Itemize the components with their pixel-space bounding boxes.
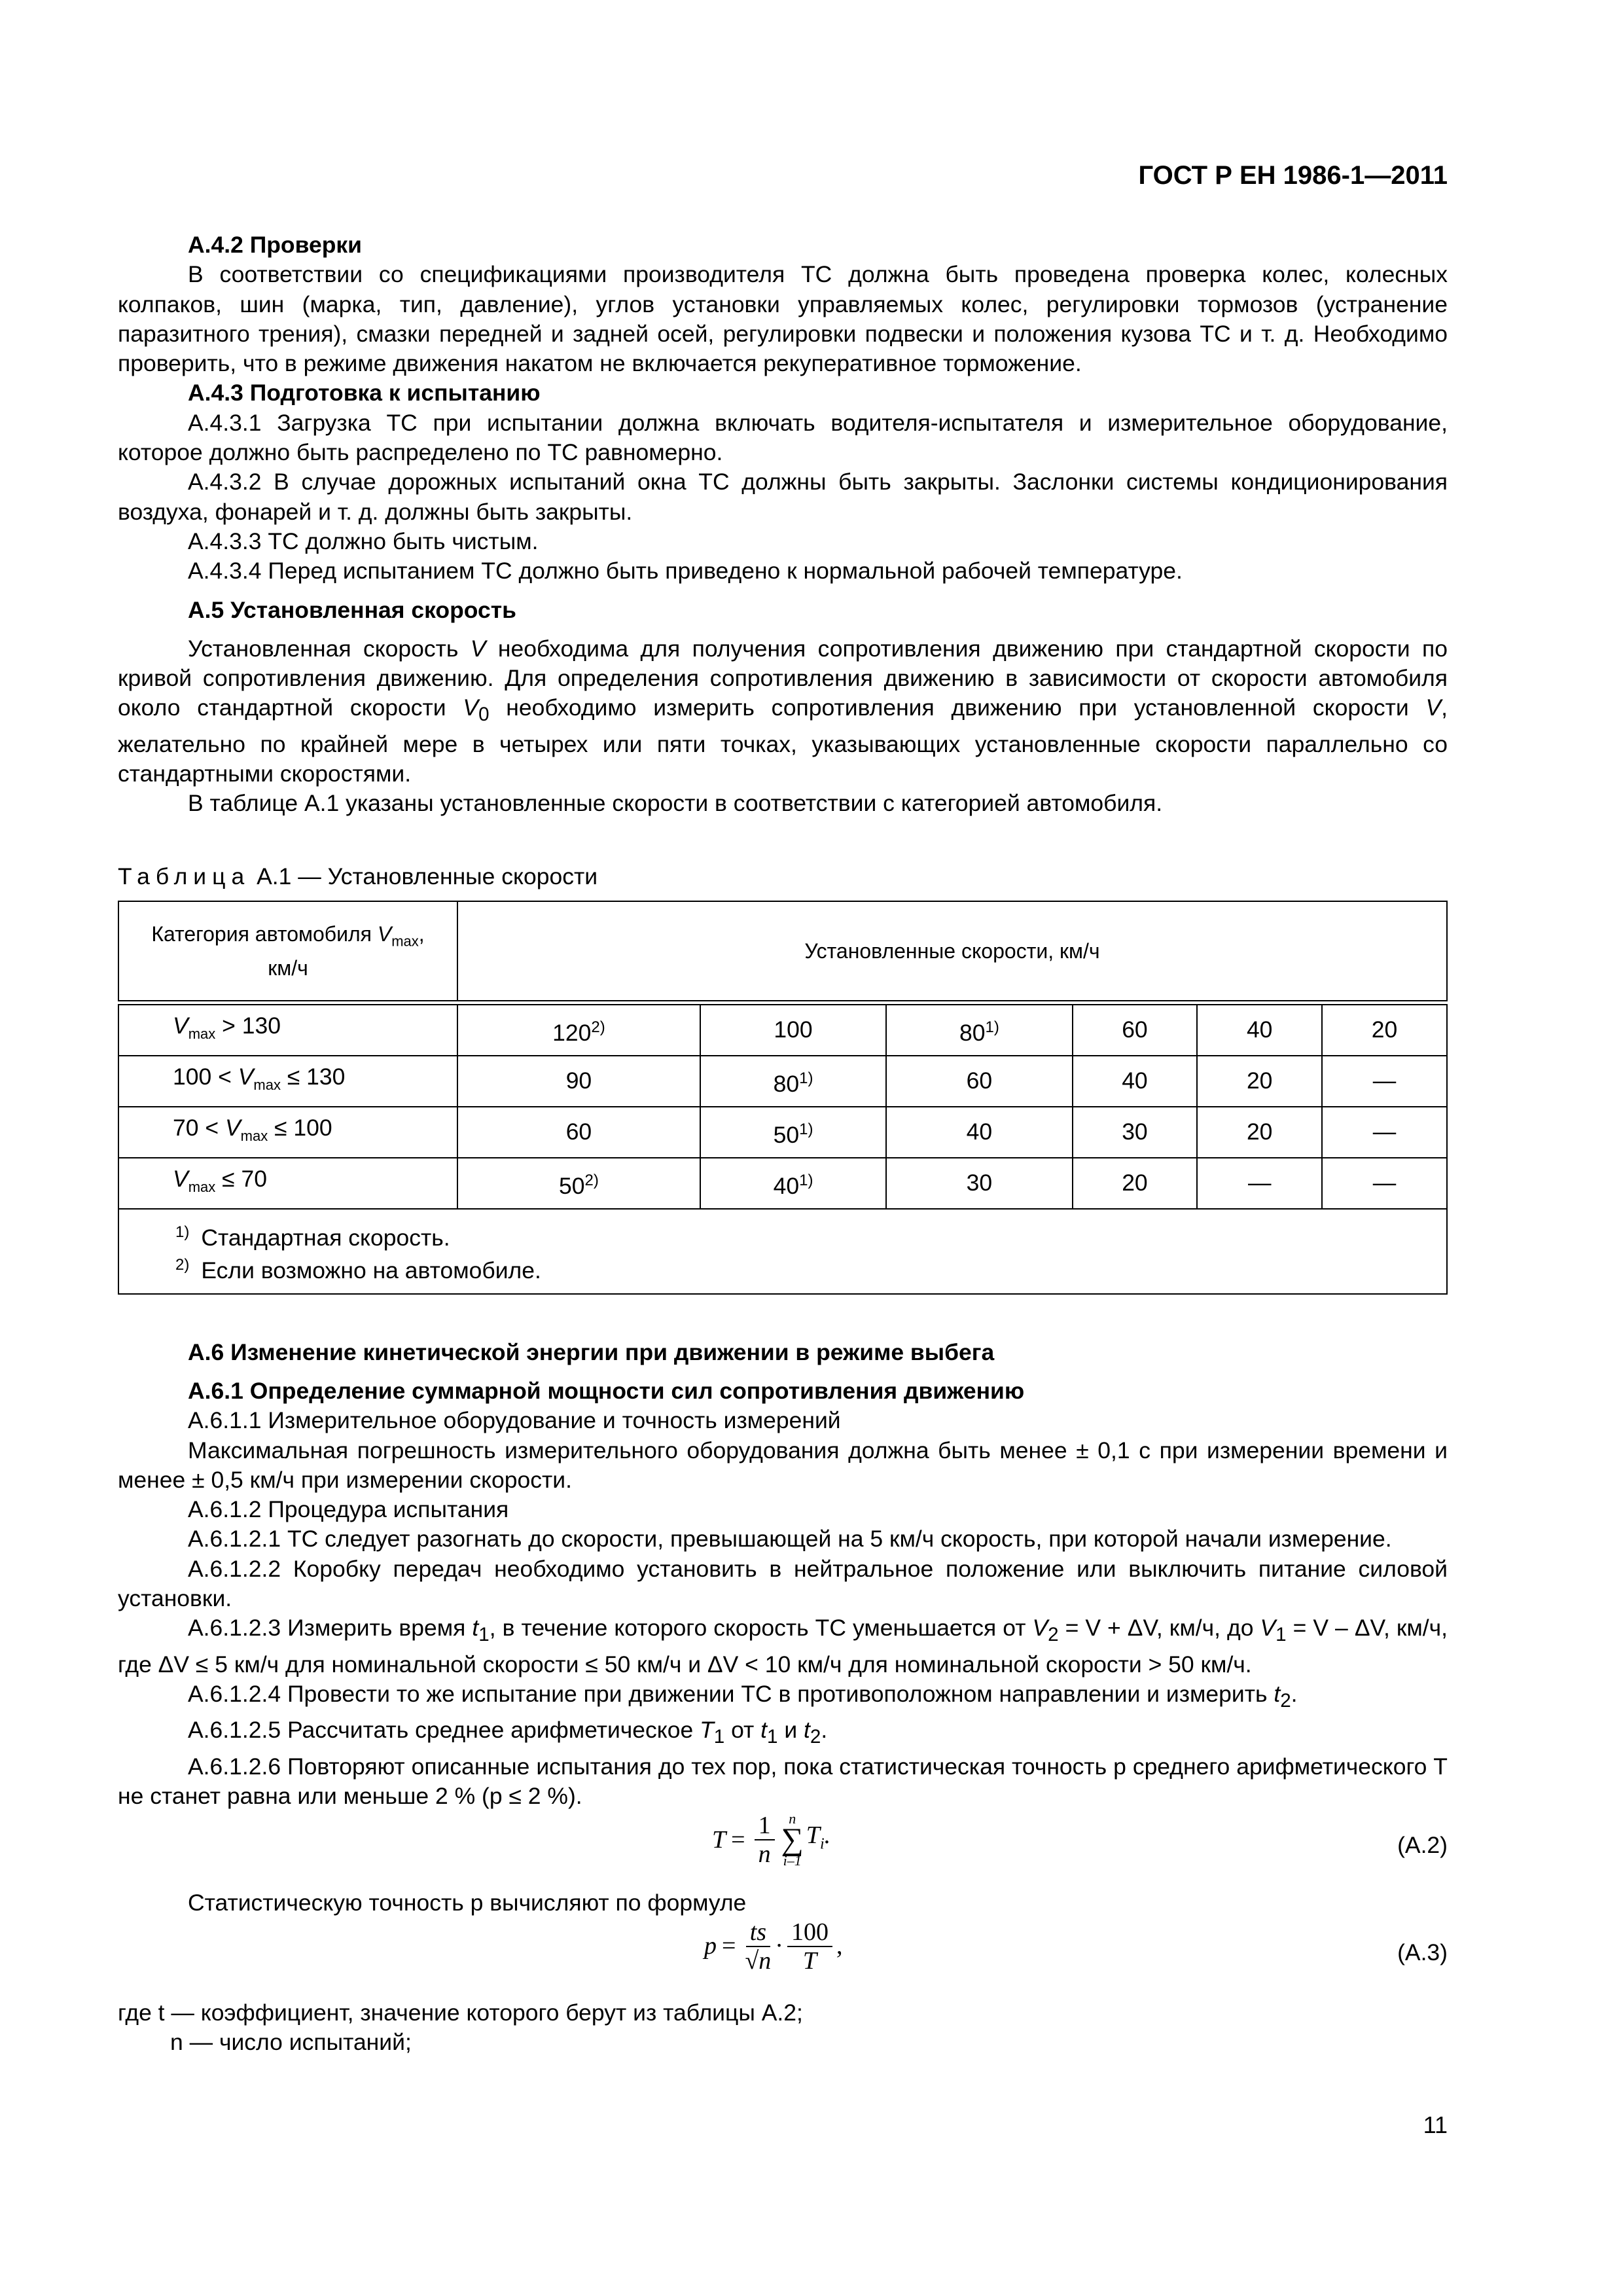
paragraph-a433: А.4.3.3 ТС должно быть чистым. <box>188 528 539 554</box>
paragraph-a6125: А.6.1.2.5 Рассчитать среднее арифметическое $T_1$ от $t_1$ и $t_2$. <box>188 1717 828 1748</box>
document-code: ГОСТ Р ЕН 1986-1—2011 <box>1138 161 1448 190</box>
section-heading-a6: А.6 Изменение кинетической энергии при движении в режиме выбега <box>188 1338 995 1365</box>
table-footnotes <box>118 1209 1447 1294</box>
paragraph-a42: В соответствии со спецификациями производителя ТС должна быть проведена проверка колес, колесных колпаков, шин (марка, тип, давление), углов установки управляемых колес, регулировки тормозов (устранение паразитного трения), смазки передней и задней осей, регулировки подвески и положения кузова ТС и т. д. Необходимо проверить, что в режиме движения накатом не включается рекуперативное торможение. <box>118 261 1448 377</box>
speed-cell: 60 <box>457 1107 700 1158</box>
vehicle-category-cell: $100 < V_{max} \le 130$ <box>118 1056 457 1107</box>
speed-cell: 50$^{1)}$ <box>700 1107 886 1158</box>
formula-a2-number: (А.2) <box>1397 1832 1448 1859</box>
speed-cell: — <box>1322 1056 1447 1107</box>
page-content <box>118 230 1448 2057</box>
formula-a3-number: (А.3) <box>1397 1939 1448 1965</box>
paragraph-a611: А.6.1.1 Измерительное оборудование и точность измерений <box>188 1407 841 1434</box>
vehicle-category-cell: $V_{max} > 130$ <box>118 1005 457 1056</box>
speed-cell: 80$^{1)}$ <box>886 1005 1072 1056</box>
speed-cell: — <box>1322 1107 1447 1158</box>
paragraph-a431: А.4.3.1 Загрузка ТС при испытании должна включать водителя-испытателя и измерительное оборудование, которое должно быть распределено по ТС равномерно. <box>118 409 1448 466</box>
header-category: Категория автомобиля $V_{max}$, км/ч <box>118 901 457 1001</box>
speed-cell: 20 <box>1073 1158 1198 1209</box>
vehicle-category-cell: $V_{max} \le 70$ <box>118 1158 457 1209</box>
paragraph-a432: А.4.3.2 В случае дорожных испытаний окна ТС должны быть закрыты. Заслонки системы кондиционирования воздуха, фонарей и т. д. должны быть закрыты. <box>118 469 1448 525</box>
where-n: n — число испытаний; <box>170 2029 412 2056</box>
table-row <box>118 1056 1447 1107</box>
paragraph-a6123: А.6.1.2.3 Измерить время $t_1$, в течение которого скорость ТС уменьшается от $V_2 = V + \Delta V$, км/ч, до $V_1 = V - \Delta V$, км/ч, где ΔV ≤ 5 км/ч для номинальной скорости ≤ 50 км/ч и ΔV < 10 км/ч для номинальной скорости > 50 км/ч. <box>118 1615 1448 1677</box>
speed-cell: 40 <box>1197 1005 1322 1056</box>
paragraph-a6122: А.6.1.2.2 Коробку передач необходимо установить в нейтральное положение или выключить питание силовой установки. <box>118 1555 1448 1612</box>
formula-a3-intro: Статистическую точность p вычисляют по формуле <box>188 1890 747 1916</box>
table-row <box>118 1158 1447 1209</box>
speeds-table <box>118 901 1448 1295</box>
paragraph-a5-2: В таблице А.1 указаны установленные скорости в соответствии с категорией автомобиля. <box>188 790 1163 817</box>
paragraph-a612: А.6.1.2 Процедура испытания <box>188 1496 509 1523</box>
speed-cell: — <box>1322 1158 1447 1209</box>
paragraph-a611-text: Максимальная погрешность измерительного оборудования должна быть менее ± 0,1 с при измерении времени и менее ± 0,5 км/ч при измерении скорости. <box>118 1437 1448 1493</box>
vehicle-category-cell: $70 < V_{max} \le 100$ <box>118 1107 457 1158</box>
speed-cell: 60 <box>1073 1005 1198 1056</box>
paragraph-a5-1: Установленная скорость V необходима для получения сопротивления движению при стандартной скорости по кривой сопротивления движению. Для определения сопротивления движению в зависимости от скорости автомобиля около стандартной скорости $V_0$ необходимо измерить сопротивления движению при установленной скорости V, желательно по крайней мере в четырех или пяти точках, указывающих установленные скорости параллельно со стандартными скоростями. <box>118 635 1448 787</box>
speed-cell: 100 <box>700 1005 886 1056</box>
paragraph-a434: А.4.3.4 Перед испытанием ТС должно быть приведено к нормальной рабочей температуре. <box>188 558 1183 584</box>
speed-cell: 40$^{1)}$ <box>700 1158 886 1209</box>
section-heading-a43: А.4.3 Подготовка к испытанию <box>188 380 541 406</box>
speed-cell: 80$^{1)}$ <box>700 1056 886 1107</box>
speed-cell: 60 <box>886 1056 1072 1107</box>
speed-cell: 120$^{2)}$ <box>457 1005 700 1056</box>
paragraph-a6126: А.6.1.2.6 Повторяют описанные испытания до тех пор, пока статистическая точность p среднего арифметического T не станет равна или меньше 2 % (p ≤ 2 %). <box>118 1753 1448 1810</box>
formula-a2-expression: T = $\frac{1}{n}$ n ∑ i–1 $T_i$. <box>712 1810 831 1869</box>
speed-cell: 20 <box>1197 1107 1322 1158</box>
speed-cell: 30 <box>886 1158 1072 1209</box>
formula-a2 <box>118 1811 1448 1882</box>
speed-cell: 50$^{2)}$ <box>457 1158 700 1209</box>
header-speeds: Установленные скорости, км/ч <box>457 901 1447 1001</box>
table-row <box>118 1005 1447 1056</box>
formula-a3-expression: p = $\frac{ts}{√n}$ · $\frac{100}{T}$ , <box>704 1918 843 1975</box>
footnote-2: $^{2)}$ Если возможно на автомобиле. <box>175 1255 541 1283</box>
section-heading-a42: А.4.2 Проверки <box>188 232 362 258</box>
table-row <box>118 1107 1447 1158</box>
where-t: где t — коэффициент, значение которого берут из таблицы А.2; <box>118 1999 803 2026</box>
speed-cell: 40 <box>1073 1056 1198 1107</box>
footnote-1: $^{1)}$ Стандартная скорость. <box>175 1223 450 1251</box>
table-caption: Таблица А.1 — Установленные скорости <box>118 863 598 889</box>
section-heading-a5: А.5 Установленная скорость <box>188 596 516 623</box>
formula-a3 <box>118 1918 1448 1989</box>
paragraph-a6121: А.6.1.2.1 ТС следует разогнать до скорости, превышающей на 5 км/ч скорость, при которой начали измерение. <box>188 1526 1392 1552</box>
speed-cell: 30 <box>1073 1107 1198 1158</box>
speed-cell: 20 <box>1197 1056 1322 1107</box>
speed-cell: 40 <box>886 1107 1072 1158</box>
speed-cell: 20 <box>1322 1005 1447 1056</box>
section-heading-a61: А.6.1 Определение суммарной мощности сил сопротивления движению <box>188 1377 1025 1404</box>
paragraph-a6124: А.6.1.2.4 Провести то же испытание при движении ТС в противоположном направлении и измерить $t_2$. <box>188 1681 1298 1712</box>
page-number: 11 <box>1423 2111 1448 2138</box>
speed-cell: 90 <box>457 1056 700 1107</box>
speed-cell: — <box>1197 1158 1322 1209</box>
